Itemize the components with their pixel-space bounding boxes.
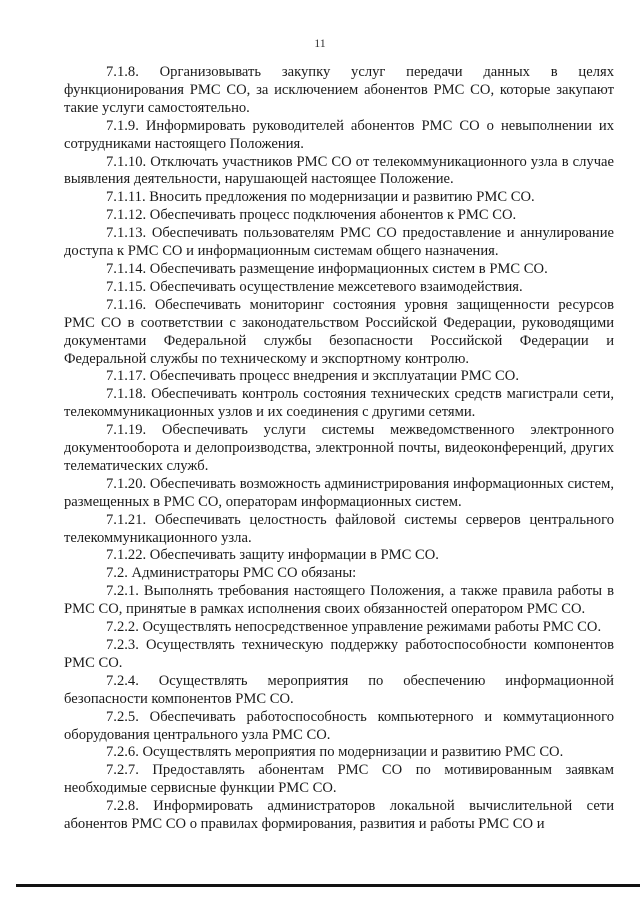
paragraph-7-2-3: 7.2.3. Осуществлять техническую поддержку работоспособности компонентов РМС СО.	[64, 637, 614, 671]
paragraph-7-1-12: 7.1.12. Обеспечивать процесс подключения абонентов к РМС СО.	[106, 207, 517, 224]
paragraph-7-1-16: 7.1.16. Обеспечивать мониторинг состояния уровня защищенности ресурсов РМС СО в соответствии с законодательством Российской Федерации, руководящими документами Федеральной службы безопасности Российской Федерации и Федеральной службы по техническому и экспортному контролю.	[64, 296, 614, 367]
paragraph-7-2-2: 7.2.2. Осуществлять непосредственное управление режимами работы РМС СО.	[106, 619, 602, 636]
paragraph-7-2-4: 7.2.4. Осуществлять мероприятия по обеспечению информационной безопасности компонентов РМС СО.	[64, 672, 614, 707]
paragraph-7-2-7: 7.2.7. Предоставлять абонентам РМС СО по мотивированным заявкам необходимые сервисные функции РМС СО.	[64, 762, 614, 797]
paragraph-7-1-11: 7.1.11. Вносить предложения по модернизации и развитию РМС СО.	[106, 189, 535, 206]
paragraph-7-1-10: 7.1.10. Отключать участников РМС СО от телекоммуникационного узла в случае выявления деятельности, нарушающей настоящее Положение.	[64, 153, 614, 188]
page-number: 11	[314, 36, 326, 50]
paragraph-7-1-21: 7.1.21. Обеспечивать целостность файловой системы серверов центрального телекоммуникационного узла.	[64, 511, 614, 546]
paragraph-7-1-9: 7.1.9. Информировать руководителей абонентов РМС СО о невыполнении их сотрудниками настоящего Положения.	[64, 117, 614, 152]
paragraph-7-1-17: 7.1.17. Обеспечивать процесс внедрения и эксплуатации РМС СО.	[106, 368, 519, 385]
paragraph-7-2-5: 7.2.5. Обеспечивать работоспособность компьютерного и коммутационного оборудования центрального узла РМС СО.	[64, 708, 614, 743]
paragraph-7-1-19: 7.1.19. Обеспечивать услуги системы межведомственного электронного документооборота и делопроизводства, электронной почты, видеоконференций, других телематических служб.	[64, 422, 614, 474]
paragraph-7-1-14: 7.1.14. Обеспечивать размещение информационных систем в РМС СО.	[106, 260, 548, 277]
paragraph-7-1-18: 7.1.18. Обеспечивать контроль состояния технических средств магистрали сети, телекоммуникационных узлов и их соединения с другими сетями.	[64, 386, 614, 421]
paragraph-7-1-22: 7.1.22. Обеспечивать защиту информации в РМС СО.	[106, 547, 439, 564]
paragraph-7-1-20: 7.1.20. Обеспечивать возможность администрирования информационных систем, размещенных в РМС СО, операторам информационных систем.	[64, 475, 614, 510]
paragraph-7-2: 7.2. Администраторы РМС СО обязаны:	[106, 565, 357, 582]
document-body	[64, 64, 614, 834]
paragraph-7-1-15: 7.1.15. Обеспечивать осуществление межсетевого взаимодействия.	[106, 278, 523, 295]
paragraph-7-2-6: 7.2.6. Осуществлять мероприятия по модернизации и развитию РМС СО.	[106, 744, 564, 761]
paragraph-7-2-1: 7.2.1. Выполнять требования настоящего Положения, а также правила работы в РМС СО, принятые в рамках исполнения своих обязанностей оператором РМС СО.	[64, 583, 614, 618]
bottom-rule	[16, 884, 640, 887]
paragraph-7-2-8: 7.2.8. Информировать администраторов локальной вычислительной сети абонентов РМС СО о правилах формирования, развития и работы РМС СО и	[64, 798, 614, 833]
paragraph-7-1-8: 7.1.8. Организовывать закупку услуг передачи данных в целях функционирования РМС СО, за исключением абонентов РМС СО, которые закупают такие услуги самостоятельно.	[64, 64, 614, 116]
paragraph-7-1-13: 7.1.13. Обеспечивать пользователям РМС СО предоставление и аннулирование доступа к РМС СО и информационным системам общего назначения.	[64, 225, 614, 260]
